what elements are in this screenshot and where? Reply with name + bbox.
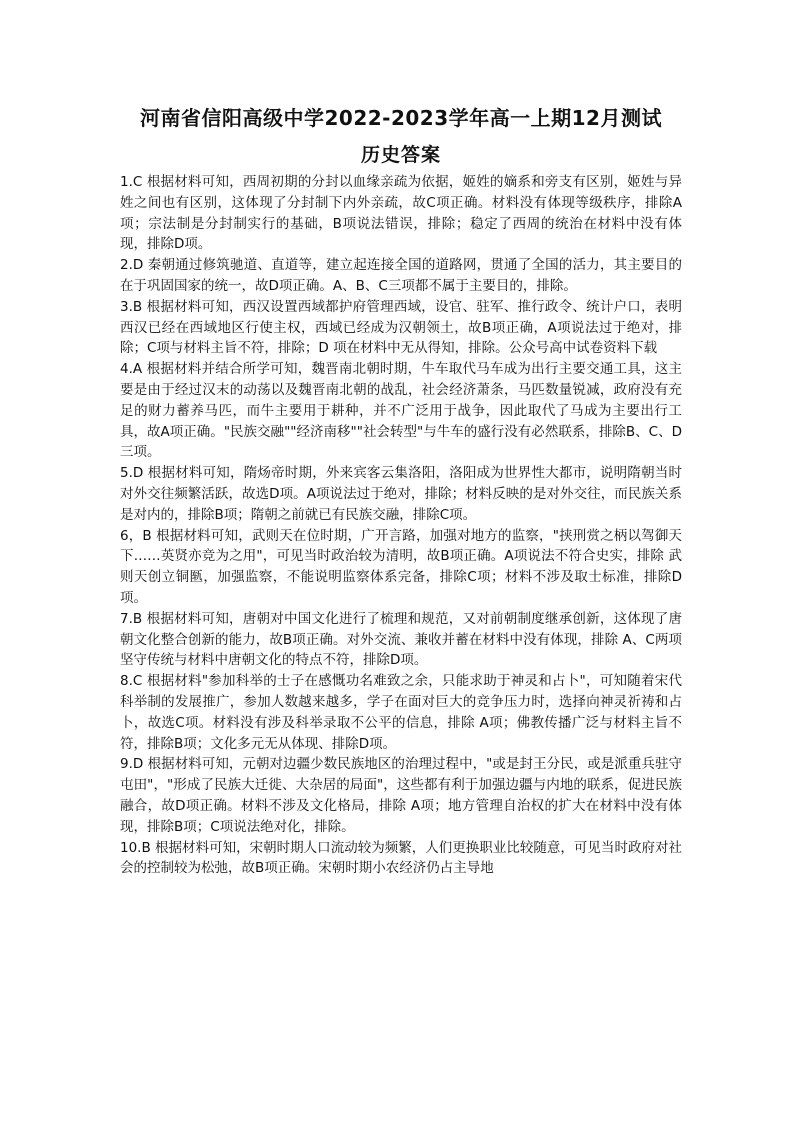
answer-item-2: 2.D 秦朝通过修筑驰道、直道等，建立起连接全国的道路网，贯通了全国的活力，其主要目的在于巩固国家的统一，故D项正确。A、B、C三项都不属于主要目的，排除。 (120, 257, 682, 294)
answer-item-9: 9.D 根据材料可知，元朝对边疆少数民族地区的治理过程中，"或是封王分民，或是派重兵驻守屯田"，"形成了民族大迁徙、大杂居的局面"，这些都有利于加强边疆与内地的联系，促进民族融合，故D项正确。材料不涉及文化格局，排除 A项；地方管理自治权的扩大在材料中没有体现，排除B项；C项说法绝对化，排除。 (120, 756, 682, 835)
document-subtitle: 历史答案 (360, 144, 441, 166)
answer-item-4: 4.A 根据材料并结合所学可知，魏晋南北朝时期，牛车取代马车成为出行主要交通工具，这主要是由于经过汉末的动荡以及魏晋南北朝的战乱，社会经济萧条，马匹数量锐减，政府没有充足的财力蓄养马匹，而牛主要用于耕种，并不广泛用于战争，因此取代了马成为主要出行工具，故A项正确。"民族交融""经济南移""社会转型"与牛车的盛行没有必然联系，排除B、C、D三项。 (120, 361, 682, 461)
answer-item-5: 5.D 根据材料可知，隋炀帝时期，外来宾客云集洛阳，洛阳成为世界性大都市，说明隋朝当时对外交往频繁活跃，故选D项。A项说法过于绝对，排除；材料反映的是对外交往，而民族关系是对内的，排除B项；隋朝之前就已有民族交融，排除C项。 (120, 465, 682, 523)
answer-item-8: 8.C 根据材料"参加科举的士子在感慨功名难致之余，只能求助于神灵和占卜"，可知随着宋代科举制的发展推广，参加人数越来越多，学子在面对巨大的竞争压力时，选择向神灵祈祷和占卜，故选C项。材料没有涉及科举录取不公平的信息，排除 A项；佛教传播广泛与材料主旨不符，排除B项；文化多元无从体现、排除D项。 (120, 673, 682, 752)
answer-item-10: 10.B 根据材料可知，宋朝时期人口流动较为频繁，人们更换职业比较随意，可见当时政府对社会的控制较为松弛，故B项正确。宋朝时期小农经济仍占主导地 (120, 839, 682, 877)
answer-item-6: 6，B 根据材料可知，武则天在位时期，广开言路，加强对地方的监察，"挟刑赏之柄以驾御天下……英贤亦竞为之用"，可见当时政治较为清明，故B项正确。A项说法不符合史实，排除 武则天创立铜匦，加强监察，不能说明监察体系完备，排除C项；材料不涉及取士标准，排除D项。 (120, 527, 682, 606)
answer-list (120, 172, 682, 879)
answer-item-7: 7.B 根据材料可知，唐朝对中国文化进行了梳理和规范，又对前朝制度继承创新，这体现了唐朝文化整合创新的能力，故B项正确。对外交流、兼收并蓄在材料中没有体现，排除 A、C两项 坚守传统与材料中唐朝文化的特点不符，排除D项。 (120, 610, 682, 669)
answer-item-1: 1.C 根据材料可知，西周初期的分封以血缘亲疏为依据，姬姓的嫡系和旁支有区别，姬姓与异姓之间也有区别，这体现了分封制下内外亲疏，故C项正确。材料没有体现等级秩序，排除A项；宗法制是分封制实行的基础，B项说法错误，排除；稳定了西周的统治在材料中没有体现，排除D项。 (120, 174, 682, 253)
answer-item-3: 3.B 根据材料可知，西汉设置西域都护府管理西域，设官、驻军、推行政令、统计户口，表明西汉已经在西域地区行使主权，西域已经成为汉朝领土，故B项正确，A项说法过于绝对，排除；C项与材料主旨不符，排除；D 项在材料中无从得知，排除。公众号高中试卷资料下载 (120, 298, 682, 357)
document-title: 河南省信阳高级中学2022-2023学年高一上期12月测试 (140, 106, 662, 130)
